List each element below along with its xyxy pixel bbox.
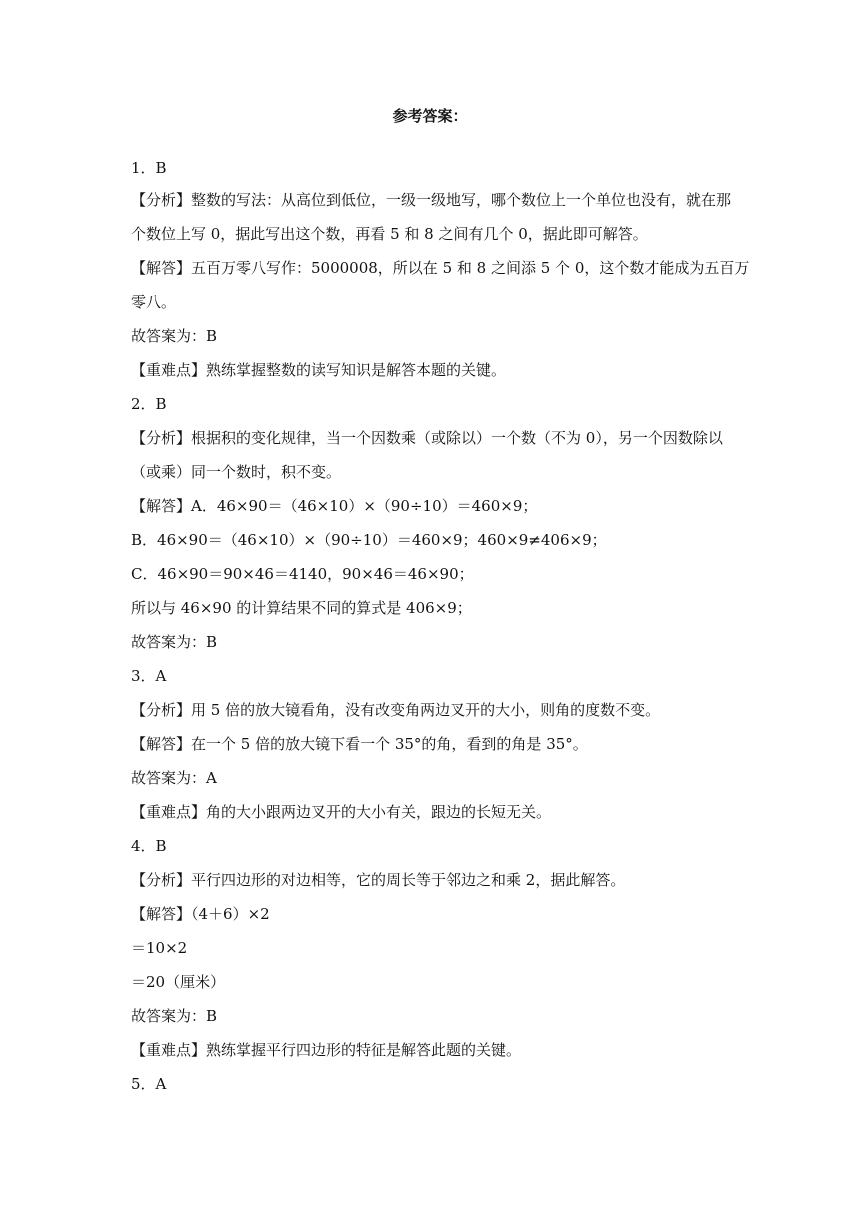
answer-5-number: 5．A <box>131 1075 167 1093</box>
answer-2-solution-a: 【解答】A．46×90＝（46×10）×（90÷10）＝460×9； <box>131 497 538 515</box>
answer-4-analysis: 【分析】平行四边形的对边相等，它的周长等于邻边之和乘 2，据此解答。 <box>131 871 626 889</box>
answer-4-solution-step-3: ＝20（厘米） <box>131 973 226 991</box>
answer-2-conclusion: 故答案为：B <box>131 633 218 651</box>
answer-1-analysis-line-1: 【分析】整数的写法：从高位到低位，一级一级地写，哪个数位上一个单位也没有，就在那 <box>131 191 732 209</box>
answer-2-solution-c: C．46×90＝90×46＝4140，90×46＝46×90； <box>131 565 474 583</box>
answer-2-analysis-line-2: （或乘）同一个数时，积不变。 <box>131 463 342 481</box>
answer-1-key-point: 【重难点】熟练掌握整数的读写知识是解答本题的关键。 <box>131 361 507 379</box>
answer-2-number: 2．B <box>131 395 167 413</box>
answer-1-number: 1．B <box>131 159 167 177</box>
answer-4-key-point: 【重难点】熟练掌握平行四边形的特征是解答此题的关键。 <box>131 1041 522 1059</box>
answer-3-conclusion: 故答案为：A <box>131 769 217 787</box>
answer-4-solution-step-2: ＝10×2 <box>131 939 188 957</box>
answer-4-solution-step-1: 【解答】（4＋6）×2 <box>131 905 270 923</box>
answer-1-solution-line-1: 【解答】五百万零八写作：5000008，所以在 5 和 8 之间添 5 个 0，这个数才能成为五百万 <box>131 259 750 277</box>
answer-1-analysis-line-2: 个数位上写 0，据此写出这个数，再看 5 和 8 之间有几个 0，据此即可解答。 <box>131 225 648 243</box>
answer-3-solution: 【解答】在一个 5 倍的放大镜下看一个 35°的角，看到的角是 35°。 <box>131 735 588 753</box>
answer-1-solution-line-2: 零八。 <box>131 293 177 311</box>
answer-3-key-point: 【重难点】角的大小跟两边叉开的大小有关，跟边的长短无关。 <box>131 803 552 821</box>
answer-4-number: 4．B <box>131 837 167 855</box>
answer-2-summary: 所以与 46×90 的计算结果不同的算式是 406×9； <box>131 599 472 617</box>
answer-2-solution-b: B．46×90＝（46×10）×（90÷10）＝460×9；460×9≠406×9； <box>131 531 607 549</box>
answer-4-conclusion: 故答案为：B <box>131 1007 218 1025</box>
answer-1-conclusion: 故答案为：B <box>131 327 218 345</box>
answer-3-analysis: 【分析】用 5 倍的放大镜看角，没有改变角两边叉开的大小，则角的度数不变。 <box>131 701 661 719</box>
page-title: 参考答案： <box>392 107 468 125</box>
answer-3-number: 3．A <box>131 667 167 685</box>
answer-2-analysis-line-1: 【分析】根据积的变化规律，当一个因数乘（或除以）一个数（不为 0），另一个因数除以 <box>131 429 723 447</box>
